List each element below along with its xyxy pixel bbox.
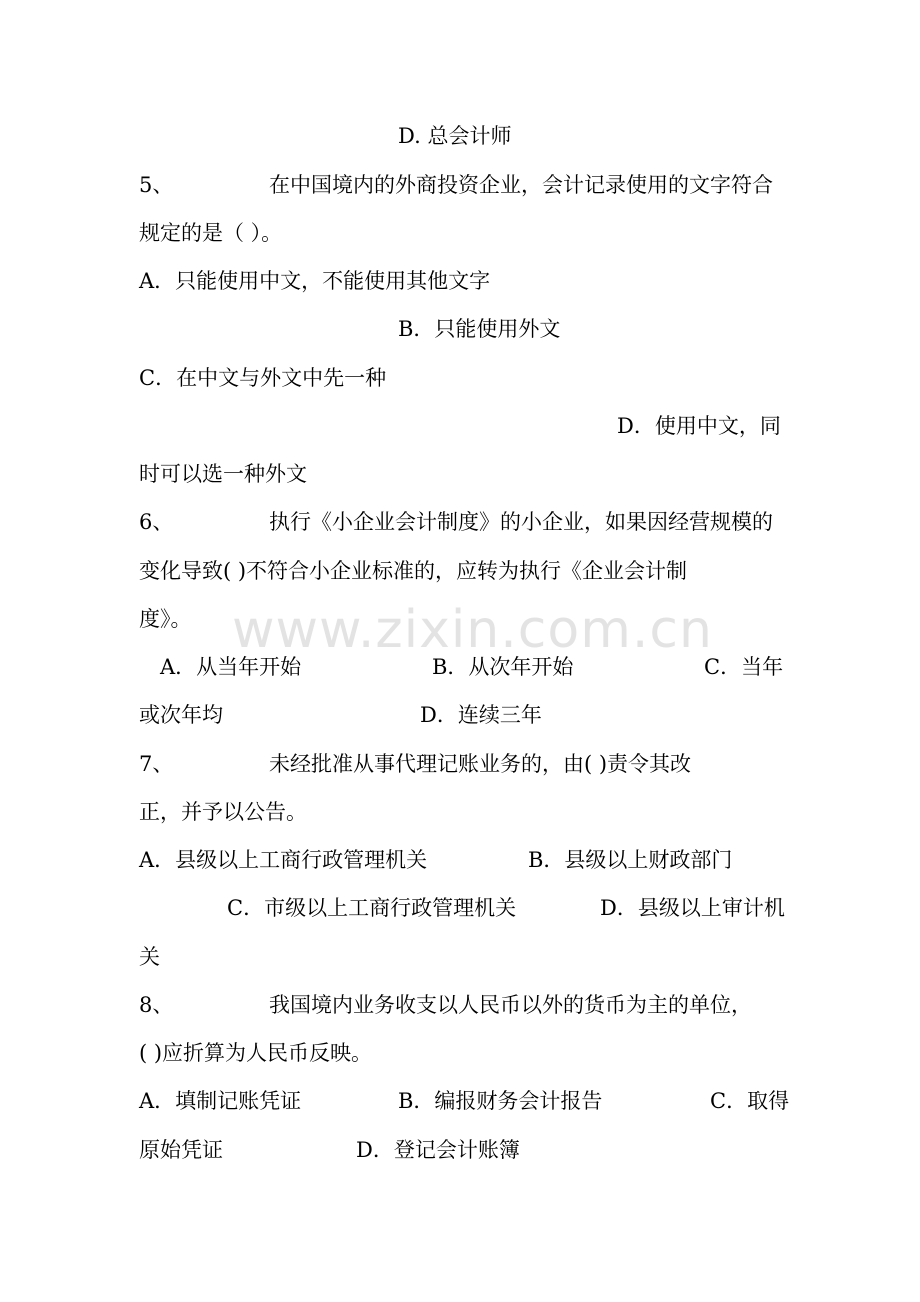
q6-number: 6、: [139, 510, 174, 534]
q8-number: 8、: [139, 993, 174, 1017]
q8-option-a: A．填制记账凭证: [139, 1089, 302, 1113]
q6-option-c: C．当年: [704, 655, 784, 679]
q5-number: 5、: [139, 173, 174, 197]
q5-option-c: C．在中文与外文中先一种: [139, 366, 387, 390]
q5-option-b: B．只能使用外文: [398, 317, 561, 341]
q7-option-d-continued: 关: [139, 945, 160, 969]
q7-option-a: A．县级以上工商行政管理机关: [139, 848, 428, 872]
q6-option-b: B．从次年开始: [432, 655, 574, 679]
q4-option-d: D. 总会计师: [398, 124, 512, 148]
q7-option-d: D．县级以上审计机: [600, 896, 785, 920]
q7-option-c: C．市级以上工商行政管理机关: [227, 896, 517, 920]
q5-stem-line1: 在中国境内的外商投资企业，会计记录使用的文字符合: [269, 173, 773, 197]
q7-number: 7、: [139, 752, 174, 776]
q8-option-d: D．登记会计账簿: [356, 1138, 520, 1162]
q8-option-c-continued: 原始凭证: [139, 1138, 223, 1162]
q8-stem-line1: 我国境内业务收支以人民币以外的货币为主的单位，: [269, 993, 752, 1017]
q7-stem-line1: 未经批准从事代理记账业务的，由( )责令其改: [269, 752, 692, 776]
q7-option-b: B．县级以上财政部门: [528, 848, 733, 872]
q6-option-d: D．连续三年: [420, 703, 542, 727]
q7-stem-line2: 正，并予以公告。: [139, 800, 307, 824]
q6-stem-line3: 度》。: [139, 607, 192, 631]
q6-option-c-continued: 或次年均: [139, 703, 223, 727]
q6-stem-line2: 变化导致( )不符合小企业标准的，应转为执行《企业会计制: [139, 559, 688, 583]
q5-option-d-continued: 时可以选一种外文: [139, 462, 307, 486]
q8-stem-line2: ( )应折算为人民币反映。: [139, 1041, 373, 1065]
q6-option-a: A．从当年开始: [160, 655, 302, 679]
q5-option-a: A．只能使用中文，不能使用其他文字: [139, 269, 491, 293]
q8-option-b: B．编报财务会计报告: [398, 1089, 603, 1113]
watermark: www.zixin.com.cn: [232, 600, 713, 660]
q5-option-d: D．使用中文，同: [617, 414, 781, 438]
q5-stem-line2: 规定的是（ ）。: [139, 221, 283, 245]
q8-option-c: C．取得: [710, 1089, 790, 1113]
q6-stem-line1: 执行《小企业会计制度》的小企业，如果因经营规模的: [269, 510, 773, 534]
